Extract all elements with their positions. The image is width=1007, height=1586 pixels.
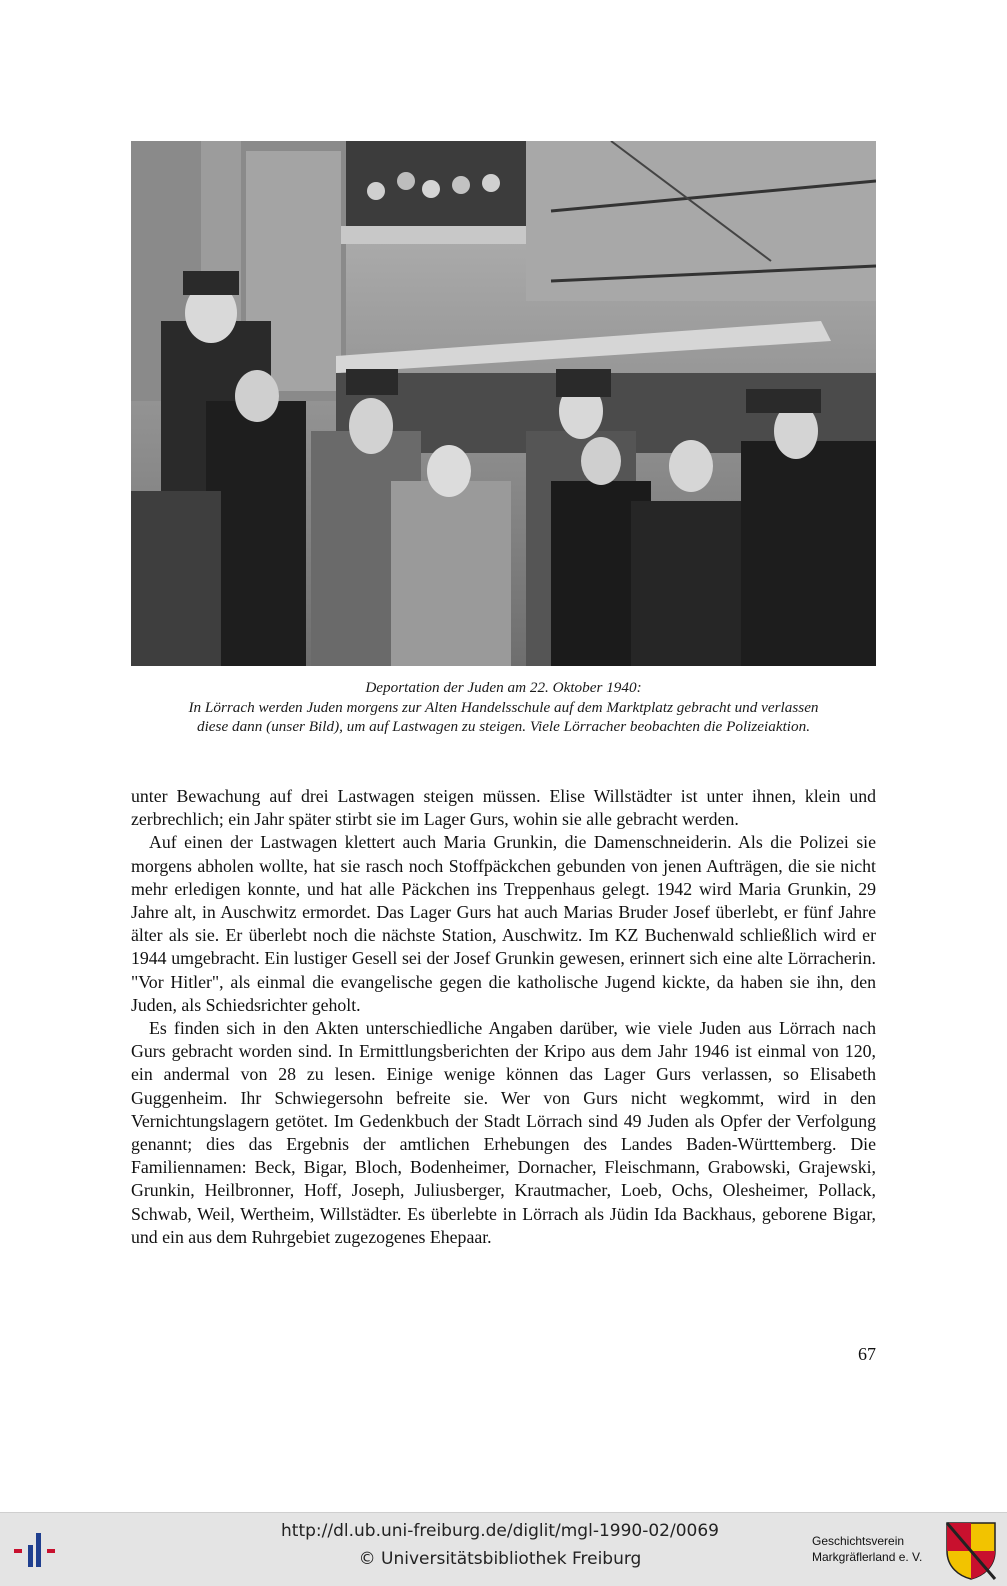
photo-illustration <box>131 141 876 666</box>
photo-caption <box>120 678 887 737</box>
society-line-1: Geschichtsverein <box>812 1534 905 1548</box>
deportation-photo <box>131 141 876 666</box>
paragraph-1: unter Bewachung auf drei Lastwagen steigen müssen. Elise Willstädter ist unter ihnen, klein und zerbrechlich; ein Jahr später stirbt sie im Lager Gurs, wohin sie alle gebracht werden. <box>131 786 876 830</box>
ub-freiburg-logo-icon <box>14 1533 66 1569</box>
coat-of-arms-icon <box>945 1521 997 1581</box>
caption-line-2: In Lörrach werden Juden morgens zur Alten Handelsschule auf dem Marktplatz gebracht und verlassen <box>188 698 819 716</box>
page-number: 67 <box>858 1344 876 1364</box>
paragraph-2: Auf einen der Lastwagen klettert auch Maria Grunkin, die Damenschneiderin. Als die Polizei sie morgens abholen wollte, hat sie rasch noch Stoffpäckchen gebunden von jenen Aufträgen, die sie nicht mehr erledigen konnte, und hat alle Päckchen ins Treppenhaus gelegt. 1942 wird Maria Grunkin, 29 Jahre alt, in Auschwitz ermordet. Das Lager Gurs hat auch Marias Bruder Josef überlebt, er fünf Jahre älter als sie. Er überlebt noch die nächste Station, Auschwitz. Im KZ Buchenwald schließlich wird er 1944 umgebracht. Ein lustiger Gesell sei der Josef Grunkin gewesen, erinnert sich eine alte Lörracherin. "Vor Hitler", als einmal die evangelische gegen die katholische Jugend kickte, da haben sie ihn, den Juden, als Schiedsrichter geholt. <box>131 832 876 1015</box>
society-line-2: Markgräflerland e. V. <box>812 1550 923 1564</box>
source-url-link[interactable]: http://dl.ub.uni-freiburg.de/diglit/mgl-1990-02/0069 <box>281 1521 719 1541</box>
paragraph-3: Es finden sich in den Akten unterschiedliche Angaben darüber, wie viele Juden aus Lörrach nach Gurs gebracht worden sind. In Ermittlungsberichten der Kripo aus dem Jahr 1946 ist einmal von 120, ein andermal von 28 zu lesen. Einige wenige können das Lager Gurs verlassen, so Elisabeth Guggenheim. Ihr Schwiegersohn befreite sie. Wer von Gurs nicht wegkommt, wird in den Vernichtungslagern getötet. Im Gedenkbuch der Stadt Lörrach sind 49 Juden als Opfer der Verfolgung genannt; dies das Ergebnis der amtlichen Erhebungen des Landes Baden-Württemberg. Die Familiennamen: Beck, Bigar, Bloch, Bodenheimer, Dornacher, Fleischmann, Grabowski, Grajewski, Grunkin, Heilbronner, Hoff, Joseph, Juliusberger, Krautmacher, Loeb, Ochs, Olesheimer, Pollack, Schwab, Weil, Wertheim, Willstädter. Es überlebte in Lörrach als Jüdin Ida Backhaus, geborene Bigar, und ein aus dem Ruhrgebiet zugezogenes Ehepaar. <box>131 1018 876 1247</box>
copyright-notice: © Universitätsbibliothek Freiburg <box>358 1549 642 1569</box>
caption-line-1: Deportation der Juden am 22. Oktober 1940: <box>365 679 642 696</box>
caption-line-3: diese dann (unser Bild), um auf Lastwagen zu steigen. Viele Lörracher beobachten die Polizeiaktion. <box>196 718 811 735</box>
society-name <box>812 1533 922 1565</box>
footer-bar <box>0 1512 1007 1586</box>
body-text <box>131 785 876 1249</box>
